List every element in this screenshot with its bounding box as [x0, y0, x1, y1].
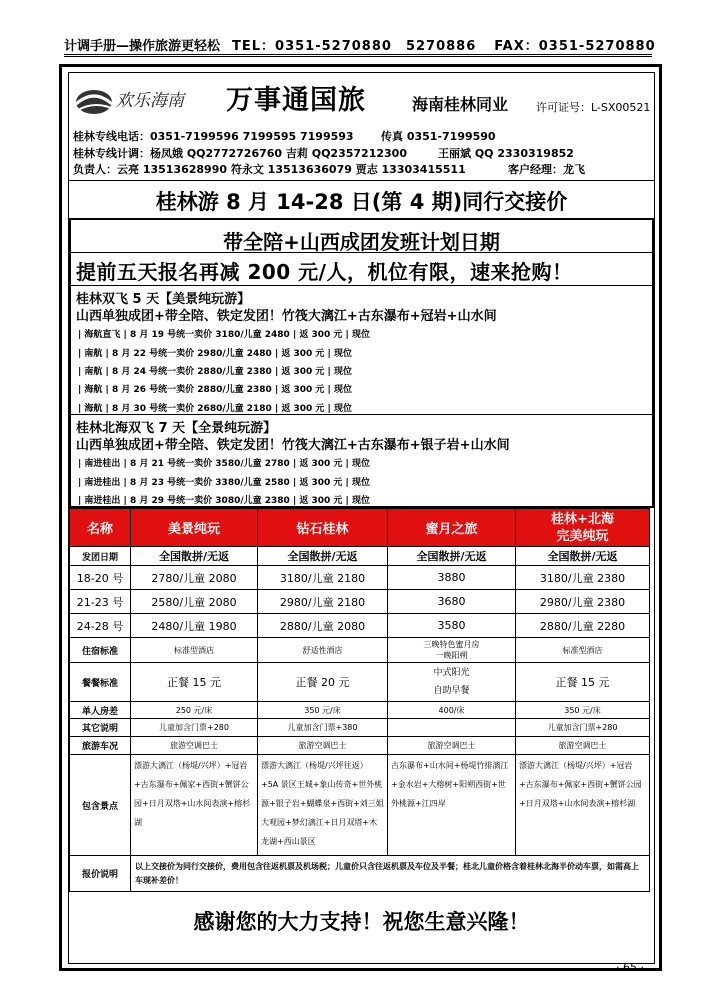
table-row [70, 566, 650, 590]
price-table [69, 508, 650, 892]
company-name: 万事通国旅 [226, 85, 366, 116]
row-label: 18-20 号 [70, 566, 131, 590]
table-cell: 旅游空调巴士 [388, 737, 516, 755]
row-label: 餐餐标准 [70, 663, 131, 702]
table-cell [388, 719, 516, 737]
thanks-message: 感谢您的大力支持！祝您生意兴隆！ [193, 910, 530, 934]
row-label: 旅游车况 [70, 737, 131, 755]
header-tel: TEL：0351-5270880 [232, 39, 392, 54]
table-cell: 350 元/床 [258, 702, 388, 719]
row-label: 包含景点 [70, 755, 131, 856]
scenic-spots: 古东瀑布+山水间+杨堤竹排漓江+金水岩+大榕树+阳朔西街+世外桃源+江四岸 [388, 755, 516, 856]
table-cell: 2880/儿童 2280 [516, 614, 650, 638]
header-tel2: 5270886 [405, 39, 477, 54]
table-cell: 旅游空调巴士 [258, 737, 388, 755]
table-cell: 2880/儿童 2080 [258, 614, 388, 638]
table-cell: 全国散拼/无返 [258, 547, 388, 566]
company-logo [72, 78, 222, 118]
table-header: 名称 [70, 509, 131, 547]
table-cell: 正餐 15 元 [516, 663, 650, 702]
table-row [70, 590, 650, 614]
table-header: 桂林+北海 完美纯玩 [516, 509, 650, 547]
divider [69, 180, 654, 181]
table-cell: 儿童加含门票+280 [516, 719, 650, 737]
price-note: 以上交接价为同行交接价，费用包含往返机票及机场税；儿童价只含往返机票及车位及半餐；桂北儿童价格含着桂林北海半价动车票，如需高上车现补差价！ [131, 856, 650, 892]
row-label: 单人房差 [70, 702, 131, 719]
row-label: 其它说明 [70, 719, 131, 737]
table-cell: 2980/儿童 2380 [516, 590, 650, 614]
table-cell: 3180/儿童 2180 [258, 566, 388, 590]
table-cell: 400/床 [388, 702, 516, 719]
table-row [70, 547, 650, 566]
table-cell: 全国散拼/无返 [131, 547, 258, 566]
contact-line-2: 桂林专线计调：杨凤娥 QQ2772726760 吉莉 QQ2357212300 [73, 147, 407, 160]
page-number: · 65 · [616, 961, 644, 974]
table-cell: 标准型酒店 [131, 638, 258, 663]
table-cell: 正餐 20 元 [258, 663, 388, 702]
table-header: 蜜月之旅 [388, 509, 516, 547]
table-cell: 2480/儿童 1980 [131, 614, 258, 638]
table-cell: 3580 [388, 614, 516, 638]
row-label: 21-23 号 [70, 590, 131, 614]
table-cell: 三晚特色蜜月房 一晚阳朔 [388, 638, 516, 663]
tour-description: 山西单独成团+带全陪、铁定发团！竹筏大漓江+古东瀑布+冠岩+山水间 [76, 309, 497, 324]
contact-line-2b: 王丽斌 QQ 2330319852 [438, 147, 574, 160]
row-label: 住宿标准 [70, 638, 131, 663]
divider [69, 414, 654, 415]
contact-line-3: 负责人：云亮 13513628990 符永文 13513636079 贾志 13303415511 [73, 163, 466, 176]
table-row [70, 856, 650, 892]
table-cell: 350 元/床 [516, 702, 650, 719]
table-header: 美景纯玩 [131, 509, 258, 547]
table-cell: 3880 [388, 566, 516, 590]
departure-line: | 海航 | 8 月 30 号统一卖价 2680/儿童 2180 | 返 300 元 | 现位 [78, 404, 352, 414]
contact-fax: 传真 0351-7199590 [381, 130, 496, 143]
table-cell: 250 元/床 [131, 702, 258, 719]
departure-line: | 海航直飞 | 8 月 19 号统一卖价 3180/儿童 2480 | 返 300 元 | 现位 [78, 330, 370, 340]
table-row [70, 663, 650, 702]
table-row [70, 755, 650, 856]
table-header-row [70, 509, 650, 547]
tour-name: 桂林双飞 5 天【美景纯玩游】 [76, 292, 251, 307]
table-cell: 2580/儿童 2080 [131, 590, 258, 614]
table-header: 钻石桂林 [258, 509, 388, 547]
divider [69, 252, 654, 253]
departure-line: | 南进桂出 | 8 月 29 号统一卖价 3080/儿童 2380 | 返 300 元 | 现位 [78, 496, 370, 506]
departure-line: | 南航 | 8 月 24 号统一卖价 2880/儿童 2380 | 返 300 元 | 现位 [78, 367, 352, 377]
table-cell: 全国散拼/无返 [388, 547, 516, 566]
table-cell: 儿童加含门票+280 [131, 719, 258, 737]
scenic-spots: 漂游大漓江（杨堤/兴坪往返）+5A 景区王城+象山传奇+世外桃源+银子岩+蝴蝶泉+西街+刘三姐大观园+梦幻漓江+日月双塔+木龙湖+西山景区 [258, 755, 388, 856]
table-row [70, 638, 650, 663]
table-row [70, 737, 650, 755]
table-row [70, 719, 650, 737]
table-cell: 舒适性酒店 [258, 638, 388, 663]
departure-line: | 海航 | 8 月 26 号统一卖价 2880/儿童 2380 | 返 300 元 | 现位 [78, 385, 352, 395]
table-cell: 3180/儿童 2380 [516, 566, 650, 590]
row-label: 报价说明 [70, 856, 131, 892]
scenic-spots: 漂游大漓江（杨堤/兴坪）+冠岩+古东瀑布+佩家+西街+蟹饼公园+日月双塔+山水间表演+榕杉湖 [131, 755, 258, 856]
license-number: 许可证号：L-SX00521 [536, 101, 651, 114]
tour-description: 山西单独成团+带全陪、铁定发团！竹筏大漓江+古东瀑布+银子岩+山水间 [76, 438, 510, 453]
departure-line: | 南进桂出 | 8 月 21 号统一卖价 3580/儿童 2780 | 返 300 元 | 现位 [78, 459, 370, 469]
header-slogan: 计调手册—操作旅游更轻松 [64, 39, 221, 54]
table-cell: 旅游空调巴士 [131, 737, 258, 755]
logo-text: 欢乐海南 [116, 91, 184, 111]
table-cell: 旅游空调巴士 [516, 737, 650, 755]
main-title: 桂林游 8 月 14-28 日(第 4 期)同行交接价 [155, 190, 568, 214]
divider [69, 285, 654, 286]
top-header-bar [64, 32, 656, 57]
schedule-title: 带全陪+山西成团发班计划日期 [223, 230, 500, 254]
promo-banner: 提前五天报名再减 200 元/人，机位有限，速来抢购！ [76, 260, 573, 284]
table-cell: 2980/儿童 2180 [258, 590, 388, 614]
table-row [70, 702, 650, 719]
header-fax: FAX：0351-5270880 [494, 39, 656, 54]
table-cell: 3680 [388, 590, 516, 614]
company-subtitle: 海南桂林同业 [412, 95, 509, 114]
table-cell: 中式阳光 自助早餐 [388, 663, 516, 702]
table-cell: 儿童加含门票+380 [258, 719, 388, 737]
row-label: 24-28 号 [70, 614, 131, 638]
departure-line: | 南航 | 8 月 22 号统一卖价 2980/儿童 2480 | 返 300 元 | 现位 [78, 349, 352, 359]
contact-line-3b: 客户经理：龙飞 [508, 163, 585, 176]
table-cell: 标准型酒店 [516, 638, 650, 663]
departure-line: | 南进桂出 | 8 月 23 号统一卖价 3380/儿童 2580 | 返 300 元 | 现位 [78, 478, 370, 488]
table-row [70, 614, 650, 638]
row-label: 发团日期 [70, 547, 131, 566]
tour-name: 桂林北海双飞 7 天【全景纯玩游】 [76, 421, 277, 436]
scenic-spots: 漂游大漓江（杨堤/兴坪）+冠岩+古东瀑布+佩家+西街+蟹饼公园+日月双塔+山水间表演+榕杉湖 [516, 755, 650, 856]
contact-line-1: 桂林专线电话：0351-7199596 7199595 7199593 [73, 130, 354, 143]
table-cell: 正餐 15 元 [131, 663, 258, 702]
table-cell: 2780/儿童 2080 [131, 566, 258, 590]
table-cell: 全国散拼/无返 [516, 547, 650, 566]
